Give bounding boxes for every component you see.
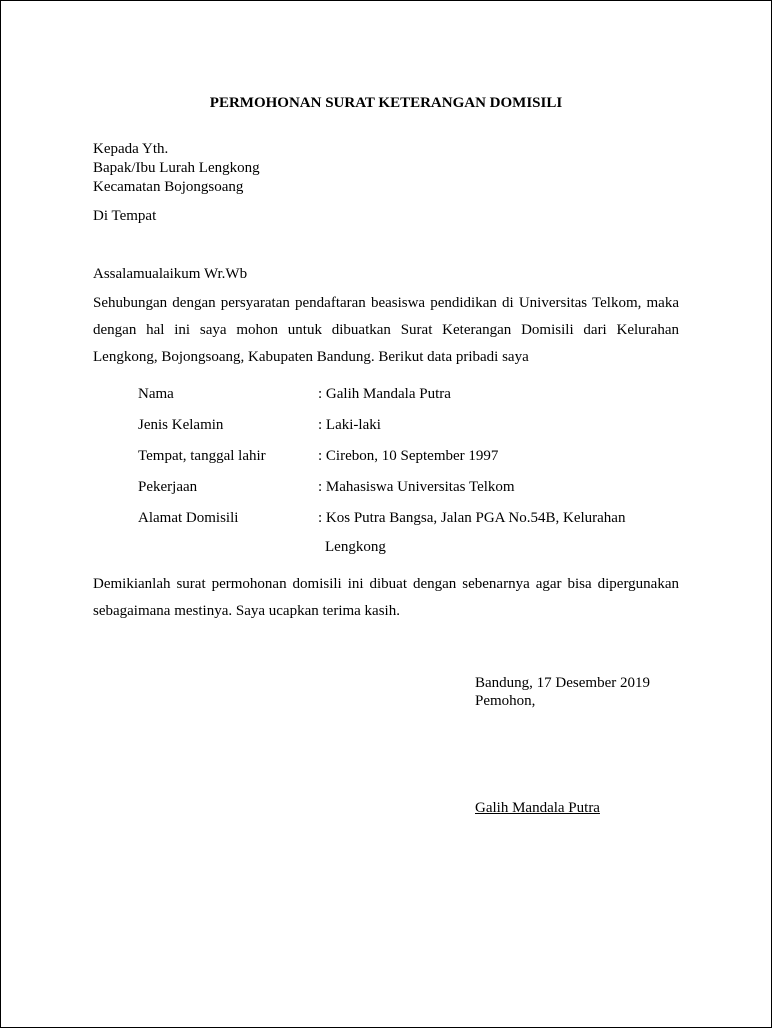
field-label-alamat-domisili: Alamat Domisili (138, 510, 239, 526)
closing-paragraph-text: Demikianlah surat permohonan domisili ini dibuat dengan sebenarnya agar bisa dipergunakan sebagaimana mestinya. Saya ucapkan terima kasih. (93, 576, 679, 619)
intro-paragraph (93, 290, 679, 371)
recipient-line-2: Bapak/Ibu Lurah Lengkong (93, 160, 260, 176)
field-value-alamat-domisili-cont: Lengkong (325, 539, 386, 555)
recipient-line-1: Kepada Yth. (93, 141, 169, 157)
field-label-pekerjaan: Pekerjaan (138, 479, 198, 495)
recipient-address (93, 140, 260, 197)
signature-block (475, 674, 650, 710)
recipient-line-3: Kecamatan Bojongsoang (93, 179, 244, 195)
place-date: Bandung, 17 Desember 2019 (475, 675, 650, 691)
signer-name: Galih Mandala Putra (475, 800, 600, 816)
document-title: PERMOHONAN SURAT KETERANGAN DOMISILI (209, 95, 563, 111)
intro-paragraph-text: Sehubungan dengan persyaratan pendaftaran beasiswa pendidikan di Universitas Telkom, maka dengan hal ini saya mohon untuk dibuatkan Surat Keterangan Domisili dari Kelurahan Lengkong, Bojongsoang, Kabupaten Bandung. Berikut data pribadi saya (93, 295, 679, 365)
signer-role: Pemohon, (475, 693, 536, 709)
field-value-alamat-domisili: : Kos Putra Bangsa, Jalan PGA No.54B, Kelurahan (318, 510, 626, 526)
field-label-nama: Nama (138, 386, 174, 402)
closing-paragraph (93, 571, 679, 625)
field-value-nama: : Galih Mandala Putra (318, 386, 451, 402)
place-line: Di Tempat (93, 208, 157, 224)
greeting: Assalamualaikum Wr.Wb (93, 266, 248, 282)
field-label-jenis-kelamin: Jenis Kelamin (138, 417, 224, 433)
field-label-tempat-tanggal-lahir: Tempat, tanggal lahir (138, 448, 266, 464)
field-value-tempat-tanggal-lahir: : Cirebon, 10 September 1997 (318, 448, 499, 464)
field-value-pekerjaan: : Mahasiswa Universitas Telkom (318, 479, 515, 495)
field-value-jenis-kelamin: : Laki-laki (318, 417, 381, 433)
